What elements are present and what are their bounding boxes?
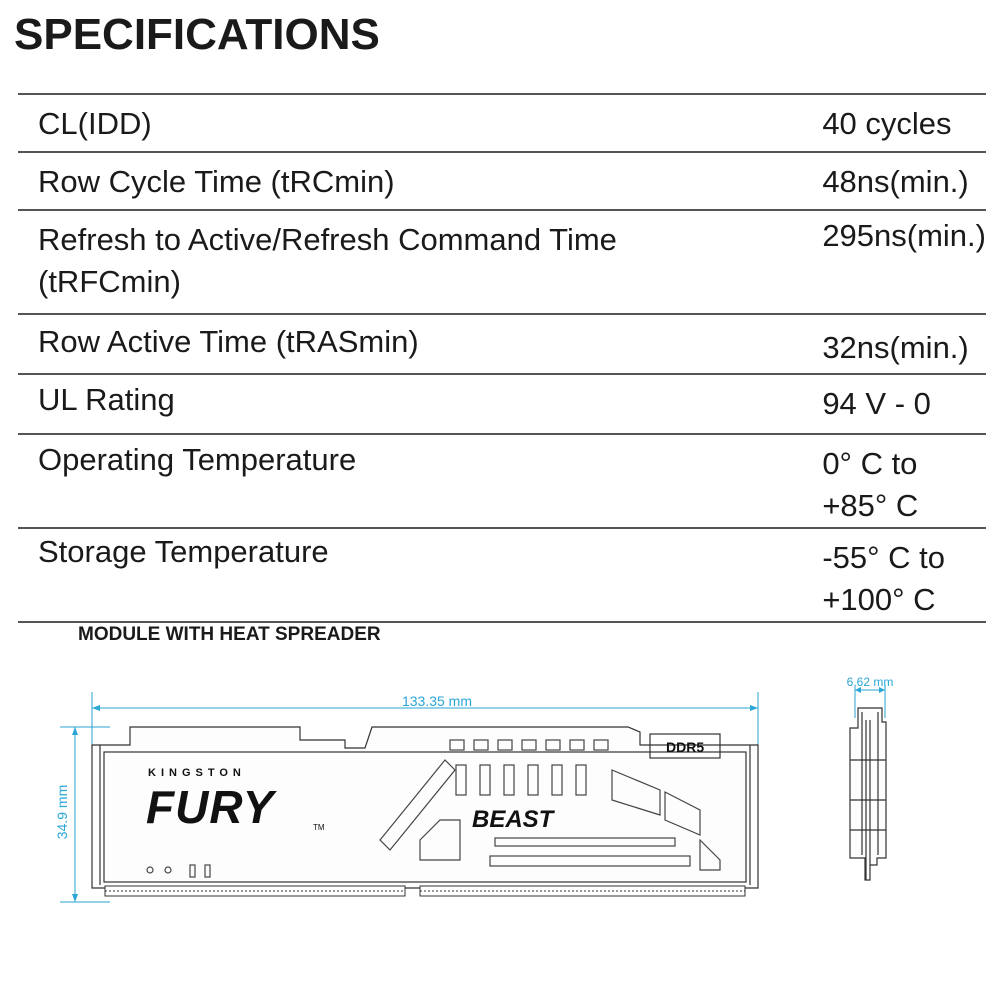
spec-label: CL(IDD) [38, 106, 152, 141]
spec-label: Row Active Time (tRASmin) [38, 324, 419, 359]
table-row [18, 94, 986, 152]
table-row [18, 528, 986, 622]
table-row [18, 314, 986, 374]
brand-beast: BEAST [472, 806, 554, 833]
table-row [18, 434, 986, 528]
brand-fury: FURY [146, 781, 275, 833]
thickness-dim-label: 6.62 mm [846, 675, 894, 689]
height-dim-label: 34.9 mm [54, 784, 70, 840]
module-section-title: MODULE WITH HEAT SPREADER [78, 624, 381, 645]
page-title: SPECIFICATIONS [14, 10, 380, 59]
spec-table [18, 93, 986, 623]
width-dim-label: 133.35 mm [401, 693, 473, 709]
module-drawing [0, 660, 1000, 920]
table-row [18, 152, 986, 210]
spec-value: 32ns(min.) [822, 330, 969, 365]
spec-value: -55° C to +100° C [822, 540, 945, 617]
module-pins [105, 886, 745, 896]
spec-label: Storage Temperature [38, 534, 329, 569]
table-row [18, 374, 986, 434]
spec-value: 295ns(min.) [822, 218, 986, 253]
spec-label: Operating Temperature [38, 442, 357, 477]
spec-label: UL Rating [38, 382, 175, 417]
table-row [18, 210, 986, 314]
spec-value: 94 V - 0 [822, 386, 931, 421]
spec-label: Row Cycle Time (tRCmin) [38, 164, 395, 199]
spec-label: Refresh to Active/Refresh Command Time (tRFCmin) [38, 222, 617, 299]
ddr-label: DDR5 [666, 739, 705, 755]
brand-tm: TM [313, 823, 325, 832]
brand-kingston: KINGSTON [148, 767, 246, 779]
spec-value: 48ns(min.) [822, 164, 969, 199]
spec-value: 40 cycles [822, 106, 952, 141]
side-view [847, 675, 894, 880]
spec-value: 0° C to +85° C [822, 446, 919, 523]
